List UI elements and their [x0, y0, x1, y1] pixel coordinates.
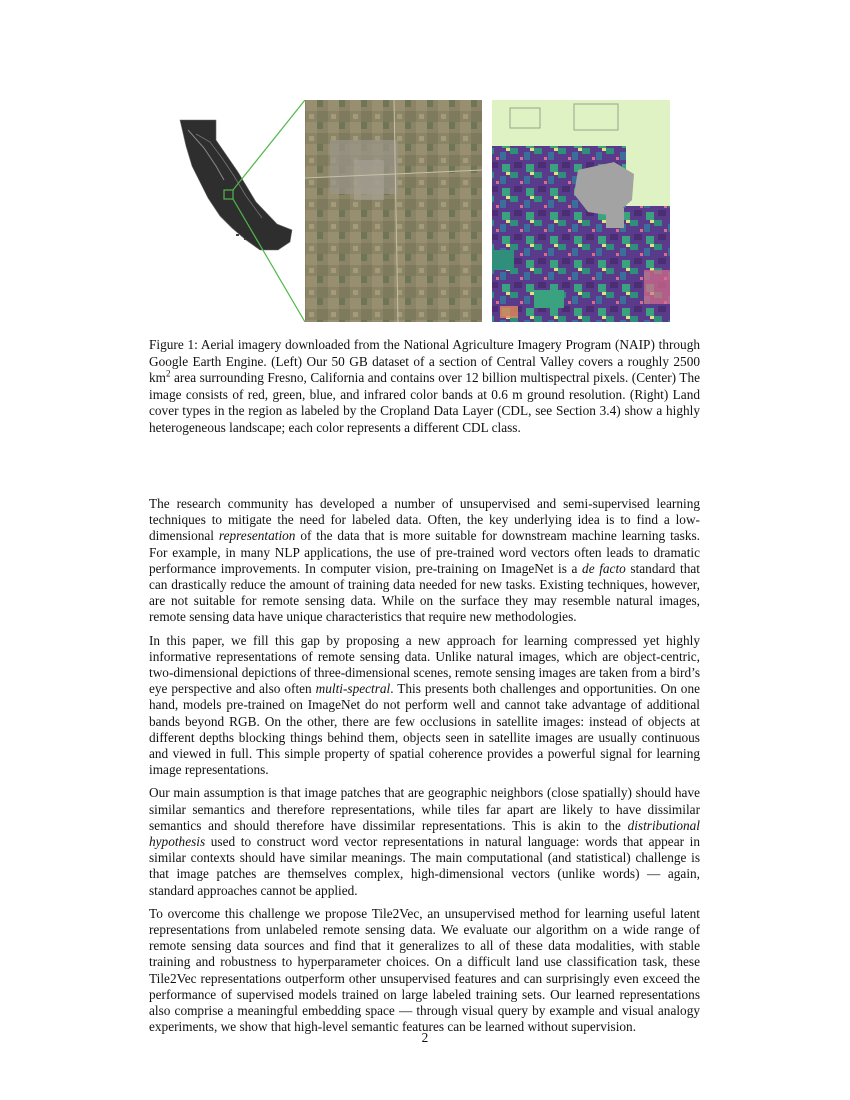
figure-1 — [174, 100, 670, 322]
caption-text-1: Aerial imagery downloaded from the National Agriculture Imagery Program (NAIP) through Google Earth Engine. (Left) Our 50 GB dataset of a section of Central Valley covers a roughly 2500 km — [149, 337, 700, 385]
emphasis: multi-spectral — [315, 681, 391, 697]
emphasis: de facto — [582, 560, 626, 576]
cdl-landcover-image — [492, 100, 670, 322]
text-run: In this paper, we fill this gap by proposing a new approach for learning compressed yet highly informative representations of remote sensing data. Unlike natural images, which are object-centric, two-dimensional depictions of three-dimensional scenes, remote sensing images are taken from a bird’s eye perspective and also often — [149, 632, 700, 697]
california-map — [180, 120, 292, 250]
figure-1-graphic — [174, 100, 670, 322]
text-run: The research community has developed a number of unsupervised and semi-supervised learning techniques to mitigate the need for labeled data. Often, the key underlying idea is to find a low-dimensional — [149, 496, 700, 544]
paragraph-1 — [149, 496, 700, 626]
paragraph-4 — [149, 906, 700, 1036]
caption-label: Figure 1: — [149, 337, 198, 352]
text-run: . This presents both challenges and opportunities. On one hand, models pre-trained on ImageNet do not perform well and cannot take advantage of additional bands beyond RGB. On the other, there are few occlusions in satellite images: instead of objects at different depths blocking things behind them, objects seen in satellite images are usually continuous and viewed in full. This simple property of spatial coherence provides a powerful signal for learning image representations. — [149, 681, 700, 778]
caption-superscript: 2 — [166, 368, 171, 379]
figure-caption — [149, 337, 700, 436]
text-run: used to construct word vector representations in natural language: words that appear in similar contexts should have similar meanings. The main computational (and statistical) challenge is that image patches are themselves complex, high-dimensional vectors (unlike words) — again, standard approaches cannot be applied. — [149, 834, 700, 898]
aerial-image — [305, 100, 482, 322]
connector-line-top — [233, 100, 305, 190]
text-run: To overcome this challenge we propose Tile2Vec, an unsupervised method for learning useful latent representations from unlabeled remote sensing data. We evaluate our algorithm on a wide range of remote sensing data sources and find that it generalizes to all of these data modalities, with stable training and robustness to hyperparameter choices. On a difficult land use classification task, these Tile2Vec representations outperform other unsupervised features and can surprisingly even exceed the performance of supervised models trained on large labeled training sets. Our learned representations also comprise a meaningful embedding space — through visual query by example and visual analogy experiments, we show that high-level semantic features can be learned without supervision. — [149, 905, 700, 1035]
text-run: Our main assumption is that image patches that are geographic neighbors (close spatially) should have similar semantics and therefore representations, while tiles far apart are likely to have dissimilar semantics and should therefore have dissimilar representations. This is akin to the — [149, 785, 700, 833]
paragraph-2 — [149, 633, 700, 779]
text-run: standard that can drastically reduce the amount of training data needed for new tasks. Existing techniques, however, are not suitable for remote sensing data. While on the surface they may resemble natural images, remote sensing data have unique characteristics that require new methodologies. — [149, 560, 700, 625]
emphasis: distributional hypothesis — [149, 817, 700, 850]
text-run: of the data that is more suitable for downstream machine learning tasks. For example, in many NLP applications, the use of pre-trained word vectors often leads to dramatic performance improvements. In computer vision, pre-training on ImageNet is a — [149, 528, 700, 576]
emphasis: representation — [218, 528, 296, 544]
paragraph-3 — [149, 785, 700, 898]
caption-text-2: area surrounding Fresno, California and contains over 12 billion multispectral pixels. (Center) The image consists of red, green, blue, and infrared color bands at 0.6 m ground resolution. (Right) Land cover types in the region as labeled by the Cropland Data Layer (CDL, see Section 3.4) show a highly heterogeneous landscape; each color represents a different CDL class. — [149, 370, 700, 435]
page-number: 2 — [421, 1030, 429, 1045]
body-text — [149, 496, 700, 1043]
